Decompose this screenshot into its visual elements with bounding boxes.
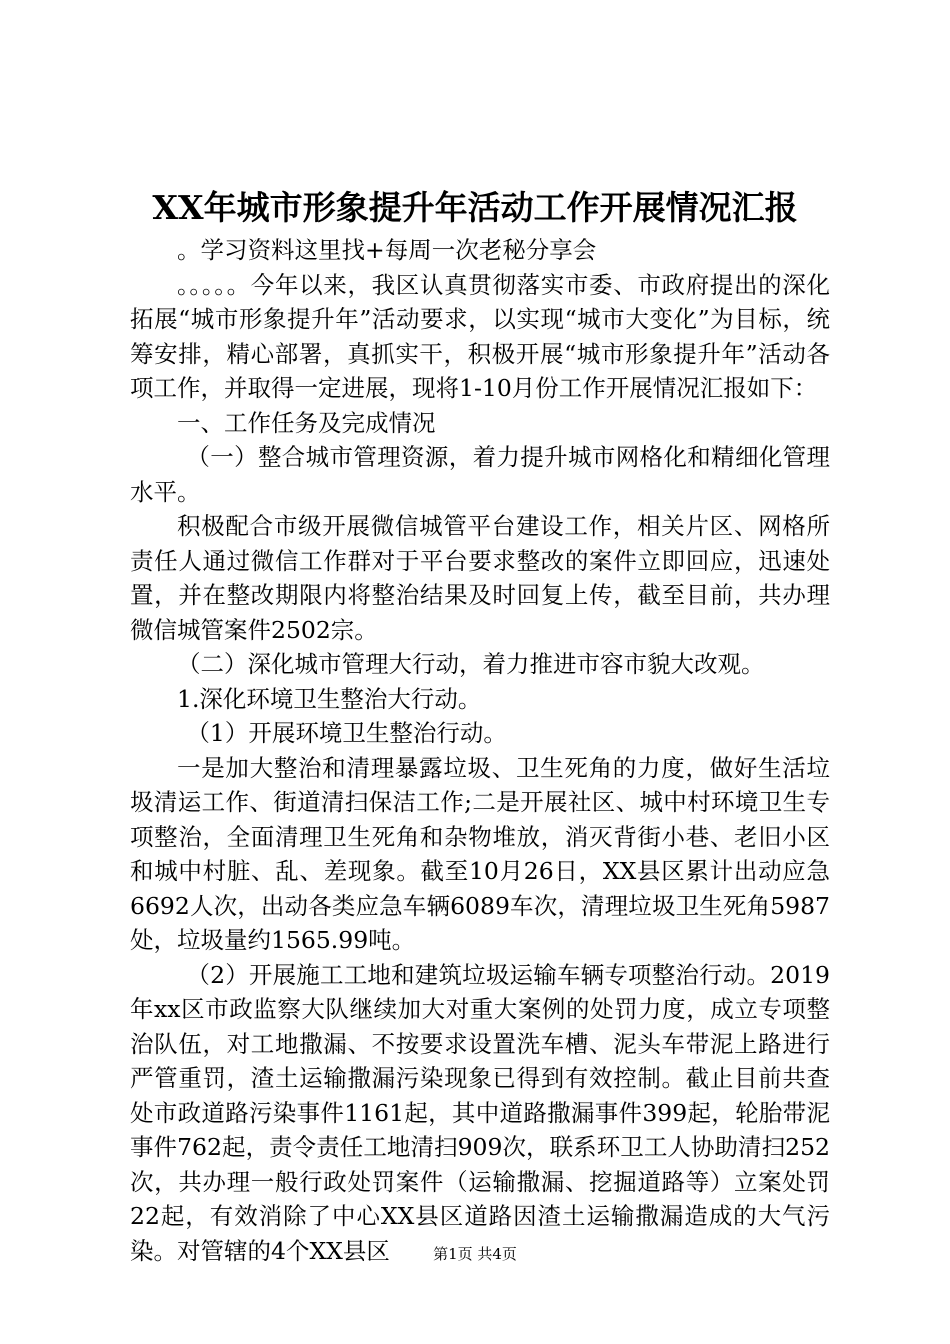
- subsection-heading-2: （二）深化城市管理大行动，着力推进市容市貌大改观。: [177, 650, 765, 678]
- paragraph-construction: （2）开展施工工地和建筑垃圾运输车辆专项整治行动。2019年xx区市政监察大队继续加大对重大案例的处罚力度，成立专项整治队伍，对工地撒漏、不按要求设置洗车槽、泥头车带泥上路进行严管重罚，渣土运输撒漏污染现象已得到有效控制。截止目前共查处市政道路污染事件1161起，其中道路撒漏事件399起，轮胎带泥事件762起，责令责任工地清扫909次，联系环卫工人协助清扫252次，共办理一般行政处罚案件（运输撒漏、挖掘道路等）立案处罚22起，有效消除了中心XX县区道路因渣土运输撒漏造成的大气污染。对管辖的4个XX县区: [130, 960, 830, 1265]
- paragraph-intro-note: 。学习资料这里找+每周一次老秘分享会: [177, 236, 597, 264]
- subsection-heading-1: （一）整合城市管理资源，着力提升城市网格化和精细化管理水平。: [130, 443, 830, 506]
- paragraph-overview: 。。。。。今年以来，我区认真贯彻落实市委、市政府提出的深化拓展“城市形象提升年”活动要求，以实现“城市大变化”为目标，统筹安排，精心部署，真抓实干，积极开展“城市形象提升年”活动各项工作，并取得一定进展，现将1-10月份工作开展情况汇报如下：: [130, 270, 830, 402]
- page-number: 第1页 共4页: [433, 1245, 517, 1263]
- item-heading-1: 1.深化环境卫生整治大行动。: [177, 684, 482, 713]
- item-subheading-1: （1）开展环境卫生整治行动。: [186, 719, 507, 747]
- paragraph-wechat-platform: 积极配合市级开展微信城管平台建设工作，相关片区、网格所责任人通过微信工作群对于平台要求整改的案件立即回应，迅速处置，并在整改期限内将整治结果及时回复上传，截至目前，共办理微信城管案件2502宗。: [130, 512, 830, 644]
- section-heading-1: 一、工作任务及完成情况: [177, 408, 436, 437]
- document-body: [130, 233, 830, 1268]
- document-title: XX年城市形象提升年活动工作开展情况汇报: [152, 188, 798, 227]
- paragraph-sanitation: 一是加大整治和清理暴露垃圾、卫生死角的力度，做好生活垃圾清运工作、街道清扫保洁工作;二是开展社区、城中村环境卫生专项整治，全面清理卫生死角和杂物堆放，消灭背街小巷、老旧小区和城中村脏、乱、差现象。截至10月26日，XX县区累计出动应急6692人次，出动各类应急车辆6089车次，清理垃圾卫生死角5987处，垃圾量约1565.99吨。: [130, 753, 830, 954]
